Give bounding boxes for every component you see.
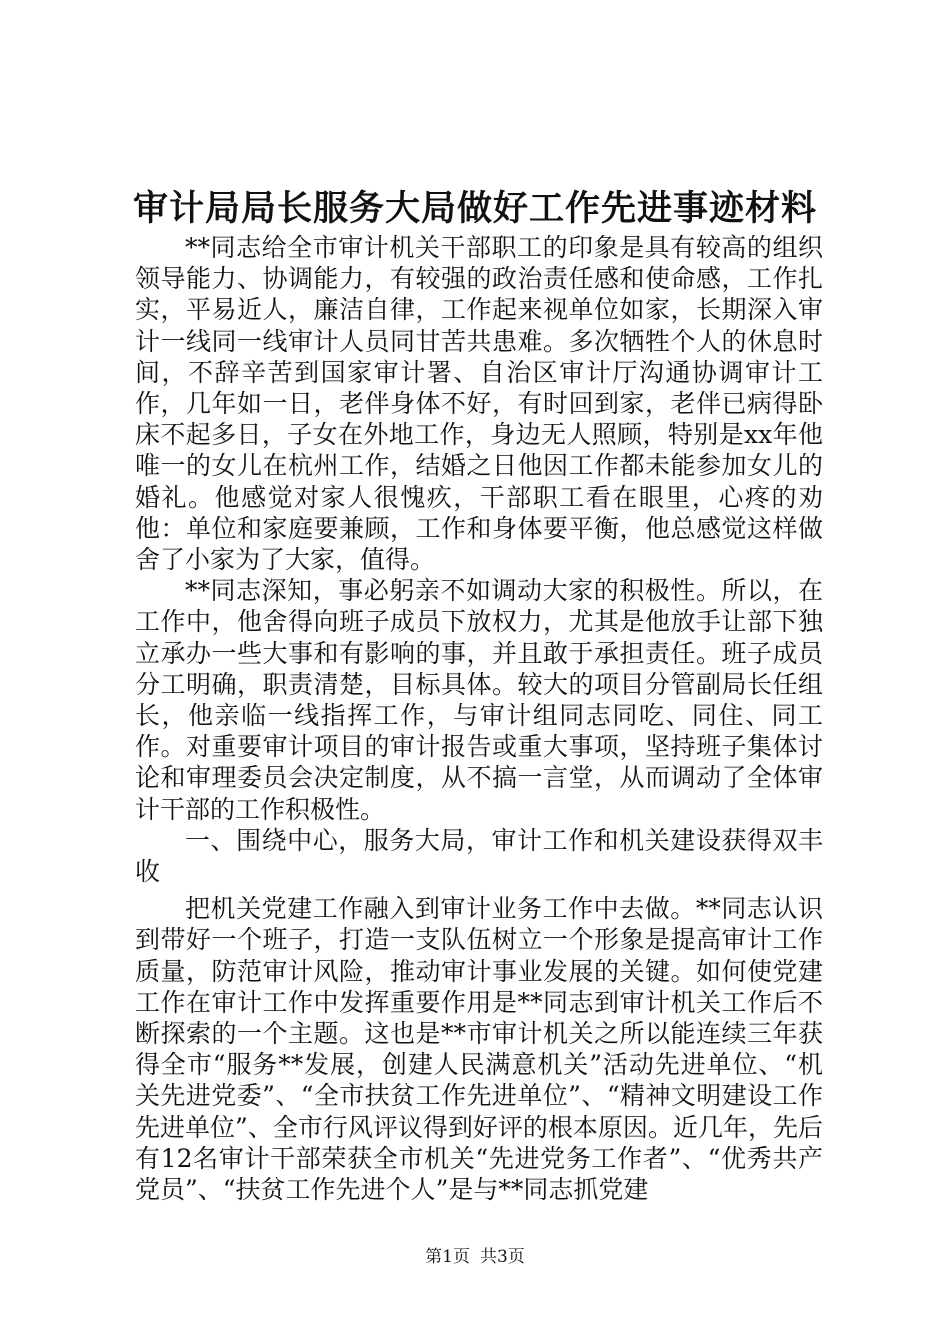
paragraph-1: **同志给全市审计机关干部职工的印象是具有较高的组织领导能力、协调能力，有较强的政治责任感和使命感，工作扎实，平易近人，廉洁自律，工作起来视单位如家，长期深入审计一线同一线审计人员同甘苦共患难。多次牺牲个人的休息时间，不辞辛苦到国家审计署、自治区审计厅沟通协调审计工作，几年如一日，老伴身体不好，有时回到家，老伴已病得卧床不起多日，子女在外地工作，身边无人照顾，特别是xx年他唯一的女儿在杭州工作，结婚之日他因工作都未能参加女儿的婚礼。他感觉对家人很愧疚，干部职工看在眼里，心疼的劝他：单位和家庭要兼顾，工作和身体要平衡，他总感觉这样做舍了小家为了大家，值得。	[135, 233, 823, 575]
paragraph-3: 把机关党建工作融入到审计业务工作中去做。**同志认识到带好一个班子，打造一支队伍树立一个形象是提高审计工作质量，防范审计风险，推动审计事业发展的关键。如何使党建工作在审计工作中发挥重要作用是**同志到审计机关工作后不断探索的一个主题。这也是**市审计机关之所以能连续三年获得全市“服务**发展，创建人民满意机关”活动先进单位、“机关先进党委”、“全市扶贫工作先进单位”、“精神文明建设工作先进单位”、全市行风评议得到好评的根本原因。近几年，先后有12名审计干部荣获全市机关“先进党务工作者”、“优秀共产党员”、“扶贫工作先进个人”是与**同志抓党建	[135, 894, 823, 1205]
paragraph-2: **同志深知，事必躬亲不如调动大家的积极性。所以，在工作中，他舍得向班子成员下放权力，尤其是他放手让部下独立承办一些大事和有影响的事，并且敢于承担责任。班子成员分工明确，职责清楚，目标具体。较大的项目分管副局长任组长，他亲临一线指挥工作，与审计组同志同吃、同住、同工作。对重要审计项目的审计报告或重大事项，坚持班子集体讨论和审理委员会决定制度，从不搞一言堂，从而调动了全体审计干部的工作积极性。	[135, 576, 823, 824]
page-total: 共3页	[480, 1247, 525, 1267]
document-title: 审计局局长服务大局做好工作先进事迹材料	[132, 188, 817, 229]
page-footer	[0, 1245, 950, 1269]
document-body	[135, 232, 823, 1205]
section-heading-1: 一、围绕中心，服务大局，审计工作和机关建设获得双丰收	[135, 825, 823, 887]
page-number: 第1页	[425, 1247, 470, 1267]
